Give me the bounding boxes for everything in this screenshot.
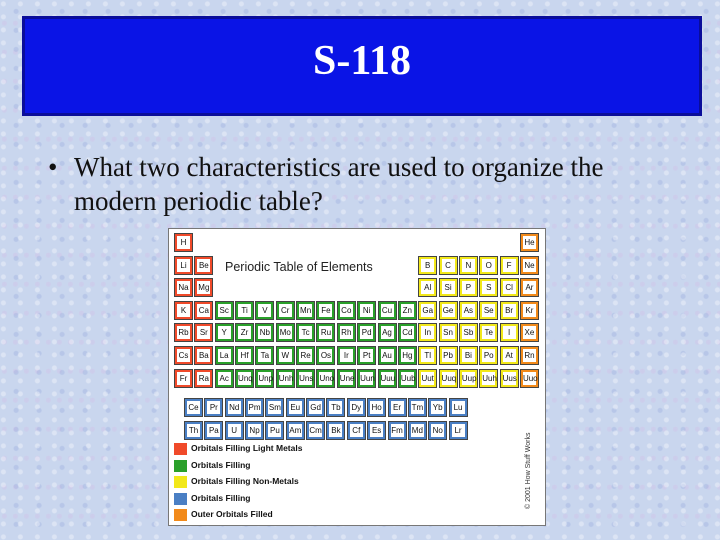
element-cell: Uuh xyxy=(479,369,498,388)
element-cell: Se xyxy=(479,301,498,320)
element-cell: V xyxy=(255,301,274,320)
f-block-cell: Sm xyxy=(265,398,284,417)
element-cell: Bi xyxy=(459,346,478,365)
element-cell: Au xyxy=(378,346,397,365)
element-cell: Uns xyxy=(296,369,315,388)
element-cell: Ra xyxy=(194,369,213,388)
element-cell: Mo xyxy=(276,323,295,342)
question-text: What two characteristics are used to organize the modern periodic table? xyxy=(74,152,604,216)
legend-label: Orbitals Filling xyxy=(191,459,251,470)
element-cell: Uuu xyxy=(378,369,397,388)
element-cell: Sb xyxy=(459,323,478,342)
element-cell: F xyxy=(500,256,519,275)
f-block-cell: Pa xyxy=(204,421,223,440)
element-cell: Fr xyxy=(174,369,193,388)
legend-swatch xyxy=(174,509,187,521)
element-cell: Ar xyxy=(520,278,539,297)
legend-swatch xyxy=(174,460,187,472)
f-block-cell: Fm xyxy=(388,421,407,440)
element-cell: O xyxy=(479,256,498,275)
element-cell: Re xyxy=(296,346,315,365)
element-cell: Mn xyxy=(296,301,315,320)
element-cell: Po xyxy=(479,346,498,365)
element-cell: Sc xyxy=(215,301,234,320)
element-cell: C xyxy=(439,256,458,275)
element-cell: Cr xyxy=(276,301,295,320)
f-block-cell: Cf xyxy=(347,421,366,440)
f-block-cell: Tb xyxy=(326,398,345,417)
periodic-table-title: Periodic Table of Elements xyxy=(225,260,373,274)
element-cell: Zn xyxy=(398,301,417,320)
element-cell: Hg xyxy=(398,346,417,365)
element-cell: Uup xyxy=(459,369,478,388)
element-cell: Na xyxy=(174,278,193,297)
legend-label: Orbitals Filling Light Metals xyxy=(191,443,303,453)
element-cell: Uno xyxy=(316,369,335,388)
element-cell: As xyxy=(459,301,478,320)
element-cell: Ru xyxy=(316,323,335,342)
element-cell: Pb xyxy=(439,346,458,365)
element-cell: P xyxy=(459,278,478,297)
element-cell: Ir xyxy=(337,346,356,365)
f-block-cell: Nd xyxy=(225,398,244,417)
element-cell: Si xyxy=(439,278,458,297)
element-cell: Os xyxy=(316,346,335,365)
element-cell: Ac xyxy=(215,369,234,388)
legend-label: Outer Orbitals Filled xyxy=(191,509,273,519)
f-block-cell: Am xyxy=(286,421,305,440)
element-cell: Uus xyxy=(500,369,519,388)
legend-label: Orbitals Filling xyxy=(191,492,251,503)
element-cell: N xyxy=(459,256,478,275)
element-cell: Co xyxy=(337,301,356,320)
f-block-cell: Ho xyxy=(367,398,386,417)
f-block-cell: U xyxy=(225,421,244,440)
f-block-cell: Lr xyxy=(449,421,468,440)
element-cell: Rb xyxy=(174,323,193,342)
f-block-cell: Bk xyxy=(326,421,345,440)
element-cell: Uub xyxy=(398,369,417,388)
element-cell: Ca xyxy=(194,301,213,320)
element-cell: Nb xyxy=(255,323,274,342)
f-block-cell: Yb xyxy=(428,398,447,417)
element-cell: Be xyxy=(194,256,213,275)
f-block-cell: Eu xyxy=(286,398,305,417)
element-cell: Ne xyxy=(520,256,539,275)
legend-swatch xyxy=(174,443,187,455)
element-cell: Ga xyxy=(418,301,437,320)
element-cell: Cs xyxy=(174,346,193,365)
element-cell: Sn xyxy=(439,323,458,342)
element-cell: Uun xyxy=(357,369,376,388)
credit-text: © 2001 How Stuff Works xyxy=(525,432,532,509)
element-cell: Uut xyxy=(418,369,437,388)
element-cell: Br xyxy=(500,301,519,320)
element-cell: W xyxy=(276,346,295,365)
element-cell: Ta xyxy=(255,346,274,365)
element-cell: Cl xyxy=(500,278,519,297)
element-cell: Tl xyxy=(418,346,437,365)
f-block-cell: No xyxy=(428,421,447,440)
element-cell: Al xyxy=(418,278,437,297)
f-block-cell: Er xyxy=(388,398,407,417)
f-block-cell: Pr xyxy=(204,398,223,417)
element-cell: Ag xyxy=(378,323,397,342)
element-cell: Te xyxy=(479,323,498,342)
element-cell: Ti xyxy=(235,301,254,320)
f-block-cell: Dy xyxy=(347,398,366,417)
element-cell: Cu xyxy=(378,301,397,320)
f-block-cell: Np xyxy=(245,421,264,440)
title-bar xyxy=(22,16,702,116)
element-cell: Uuo xyxy=(520,369,539,388)
f-block-cell: Pm xyxy=(245,398,264,417)
f-block-cell: Es xyxy=(367,421,386,440)
element-cell: S xyxy=(479,278,498,297)
f-block-cell: Th xyxy=(184,421,203,440)
element-cell: H xyxy=(174,233,193,252)
element-cell: Y xyxy=(215,323,234,342)
f-block-cell: Ce xyxy=(184,398,203,417)
f-block-cell: Tm xyxy=(408,398,427,417)
element-cell: Ge xyxy=(439,301,458,320)
element-cell: Hf xyxy=(235,346,254,365)
element-cell: Pd xyxy=(357,323,376,342)
element-cell: La xyxy=(215,346,234,365)
legend-swatch xyxy=(174,493,187,505)
periodic-table-image xyxy=(168,228,546,526)
element-cell: K xyxy=(174,301,193,320)
element-cell: Unq xyxy=(235,369,254,388)
element-cell: Zr xyxy=(235,323,254,342)
element-cell: Xe xyxy=(520,323,539,342)
element-cell: Rn xyxy=(520,346,539,365)
element-cell: Unh xyxy=(276,369,295,388)
element-cell: In xyxy=(418,323,437,342)
element-cell: B xyxy=(418,256,437,275)
element-cell: Pt xyxy=(357,346,376,365)
f-block-cell: Pu xyxy=(265,421,284,440)
element-cell: Tc xyxy=(296,323,315,342)
element-cell: Unp xyxy=(255,369,274,388)
f-block-cell: Lu xyxy=(449,398,468,417)
element-cell: Uuq xyxy=(439,369,458,388)
legend-swatch xyxy=(174,476,187,488)
element-cell: Li xyxy=(174,256,193,275)
element-cell: I xyxy=(500,323,519,342)
element-cell: At xyxy=(500,346,519,365)
f-block-cell: Md xyxy=(408,421,427,440)
element-cell: Une xyxy=(337,369,356,388)
element-cell: Fe xyxy=(316,301,335,320)
f-block-cell: Cm xyxy=(306,421,325,440)
element-cell: Ba xyxy=(194,346,213,365)
legend-label: Orbitals Filling Non-Metals xyxy=(191,476,299,486)
f-block-cell: Gd xyxy=(306,398,325,417)
element-cell: Cd xyxy=(398,323,417,342)
element-cell: Sr xyxy=(194,323,213,342)
element-cell: He xyxy=(520,233,539,252)
element-cell: Ni xyxy=(357,301,376,320)
element-cell: Kr xyxy=(520,301,539,320)
slide-title: S-118 xyxy=(312,38,412,84)
question-bullet xyxy=(48,150,688,218)
element-cell: Rh xyxy=(337,323,356,342)
bullet-marker: • xyxy=(48,152,58,182)
element-cell: Mg xyxy=(194,278,213,297)
